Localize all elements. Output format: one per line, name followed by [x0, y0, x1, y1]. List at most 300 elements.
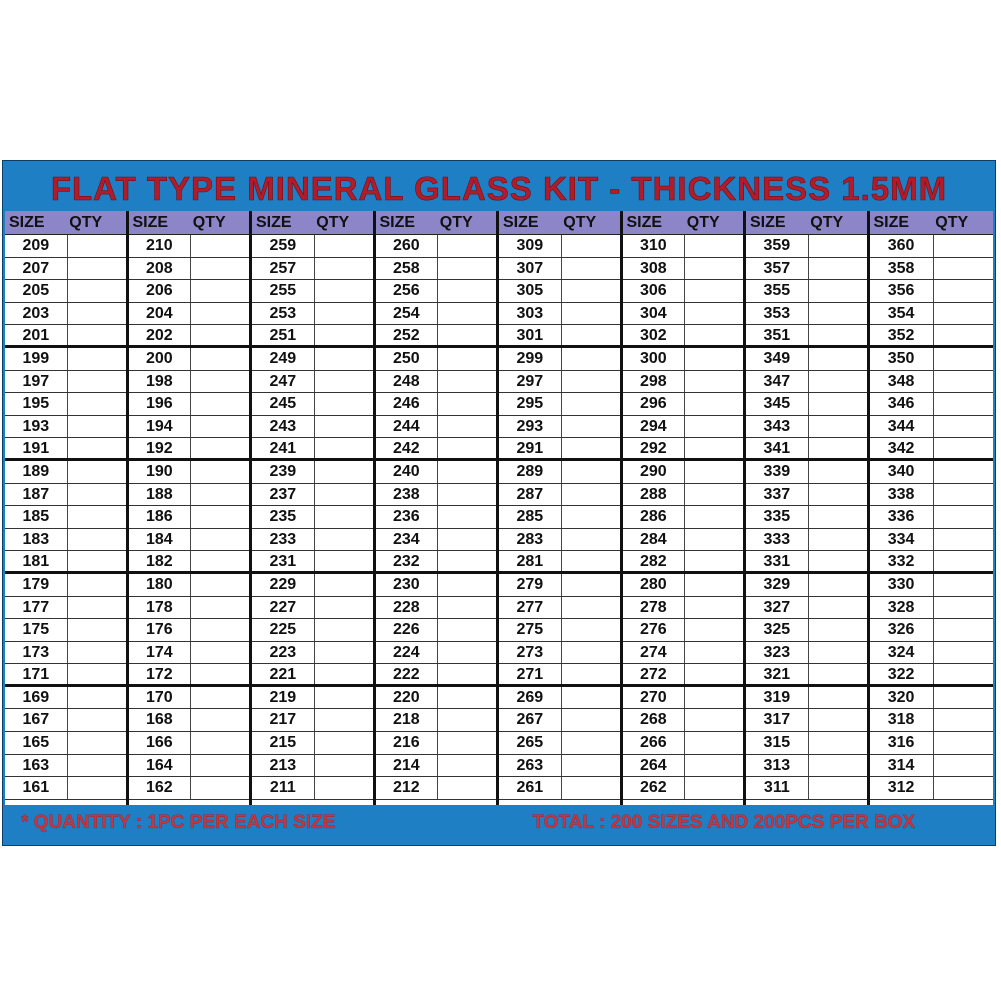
size-cell: 254 [376, 303, 439, 325]
size-cell: 228 [376, 597, 439, 619]
qty-cell [315, 371, 373, 393]
qty-cell [315, 709, 373, 731]
size-cell: 261 [499, 777, 562, 799]
table-row [870, 574, 994, 597]
qty-cell [934, 484, 993, 506]
size-cell: 212 [376, 777, 439, 799]
qty-cell [562, 574, 620, 596]
qty-cell [809, 732, 867, 754]
qty-cell [562, 619, 620, 641]
table-row [5, 280, 126, 303]
size-cell: 339 [746, 461, 809, 483]
table-row [746, 755, 867, 778]
size-cell: 224 [376, 642, 439, 664]
size-cell: 187 [5, 484, 68, 506]
size-cell: 323 [746, 642, 809, 664]
qty-cell [191, 664, 249, 684]
table-row [746, 619, 867, 642]
size-cell: 291 [499, 438, 562, 458]
size-cell: 192 [129, 438, 192, 458]
qty-cell [685, 371, 743, 393]
table-row [376, 551, 497, 574]
table-row [129, 258, 250, 281]
qty-cell [685, 506, 743, 528]
column-header [746, 211, 867, 235]
size-cell: 234 [376, 529, 439, 551]
qty-cell [438, 438, 496, 458]
size-cell: 162 [129, 777, 192, 799]
size-cell: 314 [870, 755, 934, 777]
size-cell: 345 [746, 393, 809, 415]
table-row [870, 642, 994, 665]
qty-cell [562, 506, 620, 528]
table-row [870, 258, 994, 281]
size-cell: 165 [5, 732, 68, 754]
qty-cell [68, 348, 126, 370]
size-cell: 303 [499, 303, 562, 325]
size-cell: 252 [376, 325, 439, 345]
table-row [870, 597, 994, 620]
table-row [623, 709, 744, 732]
table-row [746, 506, 867, 529]
table-row [252, 461, 373, 484]
size-cell: 318 [870, 709, 934, 731]
size-cell: 173 [5, 642, 68, 664]
table-row [623, 551, 744, 574]
qty-cell [685, 303, 743, 325]
qty-cell [315, 393, 373, 415]
qty-cell [68, 303, 126, 325]
size-cell: 189 [5, 461, 68, 483]
table-row [5, 484, 126, 507]
table-row [129, 303, 250, 326]
size-cell: 245 [252, 393, 315, 415]
size-cell: 217 [252, 709, 315, 731]
table-row [870, 393, 994, 416]
table-row [870, 506, 994, 529]
qty-cell [68, 642, 126, 664]
size-cell: 190 [129, 461, 192, 483]
column-header [5, 211, 126, 235]
qty-cell [191, 642, 249, 664]
table-row [5, 551, 126, 574]
table-row [499, 687, 620, 710]
qty-cell [934, 506, 993, 528]
table-row [376, 664, 497, 687]
qty-cell [562, 303, 620, 325]
qty-cell [68, 280, 126, 302]
qty-cell [934, 235, 993, 257]
table-row [499, 484, 620, 507]
qty-cell [685, 755, 743, 777]
qty-cell [809, 280, 867, 302]
qty-cell [315, 438, 373, 458]
table-row [5, 709, 126, 732]
table-row [746, 709, 867, 732]
table-row [870, 619, 994, 642]
table-row [623, 393, 744, 416]
table-row [5, 393, 126, 416]
table-row [623, 235, 744, 258]
table-row [376, 280, 497, 303]
table-row [376, 393, 497, 416]
qty-cell [315, 235, 373, 257]
size-cell: 197 [5, 371, 68, 393]
size-cell: 297 [499, 371, 562, 393]
table-row [376, 371, 497, 394]
table-row [252, 687, 373, 710]
column-header [252, 211, 373, 235]
size-cell: 277 [499, 597, 562, 619]
qty-cell [685, 664, 743, 684]
table-row [376, 777, 497, 800]
qty-cell [934, 303, 993, 325]
table-row [870, 371, 994, 394]
qty-cell [685, 235, 743, 257]
table-row [252, 371, 373, 394]
qty-cell [562, 755, 620, 777]
column-header [870, 211, 994, 235]
qty-cell [191, 529, 249, 551]
size-cell: 206 [129, 280, 192, 302]
table-row [746, 642, 867, 665]
size-cell: 223 [252, 642, 315, 664]
size-cell: 342 [870, 438, 934, 458]
table-row [623, 416, 744, 439]
qty-cell [685, 258, 743, 280]
table-row [499, 506, 620, 529]
table-row [129, 709, 250, 732]
qty-cell [315, 777, 373, 799]
size-cell: 253 [252, 303, 315, 325]
column-header [129, 211, 250, 235]
size-cell: 319 [746, 687, 809, 709]
table-row [129, 732, 250, 755]
size-cell: 293 [499, 416, 562, 438]
size-cell: 256 [376, 280, 439, 302]
size-cell: 360 [870, 235, 934, 257]
qty-cell [562, 709, 620, 731]
table-row [623, 461, 744, 484]
table-row [376, 709, 497, 732]
qty-cell [685, 551, 743, 571]
size-cell: 356 [870, 280, 934, 302]
size-cell: 285 [499, 506, 562, 528]
table-row [5, 348, 126, 371]
size-cell: 349 [746, 348, 809, 370]
size-cell: 358 [870, 258, 934, 280]
qty-cell [685, 529, 743, 551]
qty-cell [191, 755, 249, 777]
size-cell: 179 [5, 574, 68, 596]
qty-cell [68, 619, 126, 641]
size-cell: 209 [5, 235, 68, 257]
qty-cell [934, 755, 993, 777]
qty-cell [68, 709, 126, 731]
size-cell: 182 [129, 551, 192, 571]
table-row [252, 393, 373, 416]
size-cell: 307 [499, 258, 562, 280]
size-cell: 194 [129, 416, 192, 438]
size-cell: 233 [252, 529, 315, 551]
size-cell: 305 [499, 280, 562, 302]
table-row [129, 506, 250, 529]
table-row [870, 280, 994, 303]
table-row [499, 777, 620, 800]
qty-cell [438, 280, 496, 302]
qty-cell [685, 687, 743, 709]
qty-cell [685, 348, 743, 370]
table-row [623, 687, 744, 710]
qty-cell [685, 438, 743, 458]
table-row [499, 303, 620, 326]
size-cell: 186 [129, 506, 192, 528]
table-row [623, 642, 744, 665]
table-row [5, 642, 126, 665]
size-column [252, 211, 376, 805]
size-cell: 328 [870, 597, 934, 619]
table-row [252, 777, 373, 800]
size-cell: 177 [5, 597, 68, 619]
size-cell: 352 [870, 325, 934, 345]
qty-cell [191, 258, 249, 280]
table-row [376, 348, 497, 371]
qty-cell [315, 258, 373, 280]
qty-cell [934, 325, 993, 345]
qty-cell [934, 348, 993, 370]
table-row [623, 506, 744, 529]
table-row [623, 574, 744, 597]
table-row [870, 438, 994, 461]
size-cell: 288 [623, 484, 686, 506]
kit-chart-card [2, 160, 996, 846]
qty-cell [191, 574, 249, 596]
table-row [252, 642, 373, 665]
size-cell: 348 [870, 371, 934, 393]
table-row [746, 687, 867, 710]
qty-header: QTY [935, 214, 969, 231]
table-row [499, 461, 620, 484]
qty-header: QTY [316, 214, 350, 231]
qty-cell [809, 258, 867, 280]
table-row [5, 664, 126, 687]
qty-cell [934, 438, 993, 458]
table-row [623, 732, 744, 755]
size-cell: 166 [129, 732, 192, 754]
table-row [129, 348, 250, 371]
table-row [252, 303, 373, 326]
size-cell: 331 [746, 551, 809, 571]
qty-cell [809, 664, 867, 684]
size-cell: 196 [129, 393, 192, 415]
size-cell: 302 [623, 325, 686, 345]
size-cell: 225 [252, 619, 315, 641]
qty-cell [315, 303, 373, 325]
qty-cell [191, 393, 249, 415]
size-cell: 258 [376, 258, 439, 280]
size-cell: 195 [5, 393, 68, 415]
table-row [870, 687, 994, 710]
qty-cell [315, 416, 373, 438]
qty-cell [438, 777, 496, 799]
qty-cell [685, 416, 743, 438]
size-cell: 298 [623, 371, 686, 393]
qty-cell [685, 732, 743, 754]
size-cell: 354 [870, 303, 934, 325]
table-row [623, 529, 744, 552]
size-column [376, 211, 500, 805]
size-cell: 282 [623, 551, 686, 571]
qty-cell [191, 484, 249, 506]
qty-cell [191, 687, 249, 709]
qty-cell [562, 664, 620, 684]
qty-header: QTY [563, 214, 597, 231]
qty-cell [934, 777, 993, 799]
size-cell: 284 [623, 529, 686, 551]
table-row [870, 303, 994, 326]
table-row [746, 258, 867, 281]
size-cell: 320 [870, 687, 934, 709]
size-cell: 346 [870, 393, 934, 415]
table-row [746, 280, 867, 303]
table-row [5, 461, 126, 484]
table-row [376, 755, 497, 778]
size-cell: 242 [376, 438, 439, 458]
table-row [499, 755, 620, 778]
qty-cell [191, 416, 249, 438]
qty-cell [438, 642, 496, 664]
size-header: SIZE [132, 214, 169, 231]
size-cell: 215 [252, 732, 315, 754]
qty-cell [191, 280, 249, 302]
table-row [623, 664, 744, 687]
size-cell: 207 [5, 258, 68, 280]
size-cell: 313 [746, 755, 809, 777]
qty-cell [191, 325, 249, 345]
qty-cell [685, 597, 743, 619]
qty-cell [315, 348, 373, 370]
table-row [252, 597, 373, 620]
qty-cell [438, 484, 496, 506]
size-header: SIZE [9, 214, 45, 231]
qty-cell [191, 777, 249, 799]
qty-cell [562, 732, 620, 754]
size-cell: 237 [252, 484, 315, 506]
table-row [129, 574, 250, 597]
size-cell: 236 [376, 506, 439, 528]
size-cell: 183 [5, 529, 68, 551]
size-cell: 175 [5, 619, 68, 641]
size-cell: 208 [129, 258, 192, 280]
qty-cell [191, 371, 249, 393]
chart-title: FLAT TYPE MINERAL GLASS KIT - THICKNESS 1.5MM [50, 170, 948, 207]
qty-cell [315, 664, 373, 684]
qty-cell [809, 574, 867, 596]
size-cell: 311 [746, 777, 809, 799]
qty-cell [934, 280, 993, 302]
qty-cell [809, 529, 867, 551]
qty-cell [315, 551, 373, 571]
qty-cell [562, 484, 620, 506]
table-row [746, 461, 867, 484]
chart-footer [3, 807, 995, 839]
qty-cell [562, 551, 620, 571]
qty-header: QTY [439, 214, 473, 231]
size-cell: 185 [5, 506, 68, 528]
size-cell: 231 [252, 551, 315, 571]
size-cell: 226 [376, 619, 439, 641]
qty-cell [68, 235, 126, 257]
table-row [376, 303, 497, 326]
size-cell: 213 [252, 755, 315, 777]
qty-cell [438, 732, 496, 754]
qty-cell [685, 619, 743, 641]
size-cell: 161 [5, 777, 68, 799]
table-row [376, 461, 497, 484]
table-row [5, 235, 126, 258]
size-cell: 296 [623, 393, 686, 415]
table-row [376, 325, 497, 348]
qty-cell [191, 709, 249, 731]
size-cell: 301 [499, 325, 562, 345]
size-cell: 227 [252, 597, 315, 619]
size-cell: 327 [746, 597, 809, 619]
qty-cell [934, 574, 993, 596]
size-header: SIZE [503, 214, 539, 231]
qty-cell [438, 461, 496, 483]
qty-cell [438, 506, 496, 528]
qty-cell [68, 664, 126, 684]
qty-cell [315, 755, 373, 777]
table-row [129, 280, 250, 303]
size-cell: 286 [623, 506, 686, 528]
size-cell: 249 [252, 348, 315, 370]
qty-cell [809, 687, 867, 709]
size-cell: 251 [252, 325, 315, 345]
qty-cell [809, 484, 867, 506]
table-row [252, 280, 373, 303]
qty-cell [315, 484, 373, 506]
qty-cell [438, 416, 496, 438]
qty-cell [934, 642, 993, 664]
size-column [623, 211, 747, 805]
qty-cell [68, 777, 126, 799]
size-cell: 271 [499, 664, 562, 684]
table-row [129, 416, 250, 439]
table-row [252, 506, 373, 529]
table-row [129, 687, 250, 710]
table-row [746, 597, 867, 620]
table-row [746, 664, 867, 687]
size-cell: 240 [376, 461, 439, 483]
size-cell: 321 [746, 664, 809, 684]
qty-cell [438, 325, 496, 345]
table-row [5, 574, 126, 597]
size-cell: 247 [252, 371, 315, 393]
size-cell: 248 [376, 371, 439, 393]
table-row [129, 484, 250, 507]
table-row [870, 755, 994, 778]
qty-cell [438, 687, 496, 709]
qty-cell [68, 461, 126, 483]
qty-cell [934, 551, 993, 571]
qty-cell [685, 325, 743, 345]
size-cell: 229 [252, 574, 315, 596]
table-row [870, 416, 994, 439]
size-cell: 205 [5, 280, 68, 302]
size-column [746, 211, 870, 805]
table-row [870, 664, 994, 687]
